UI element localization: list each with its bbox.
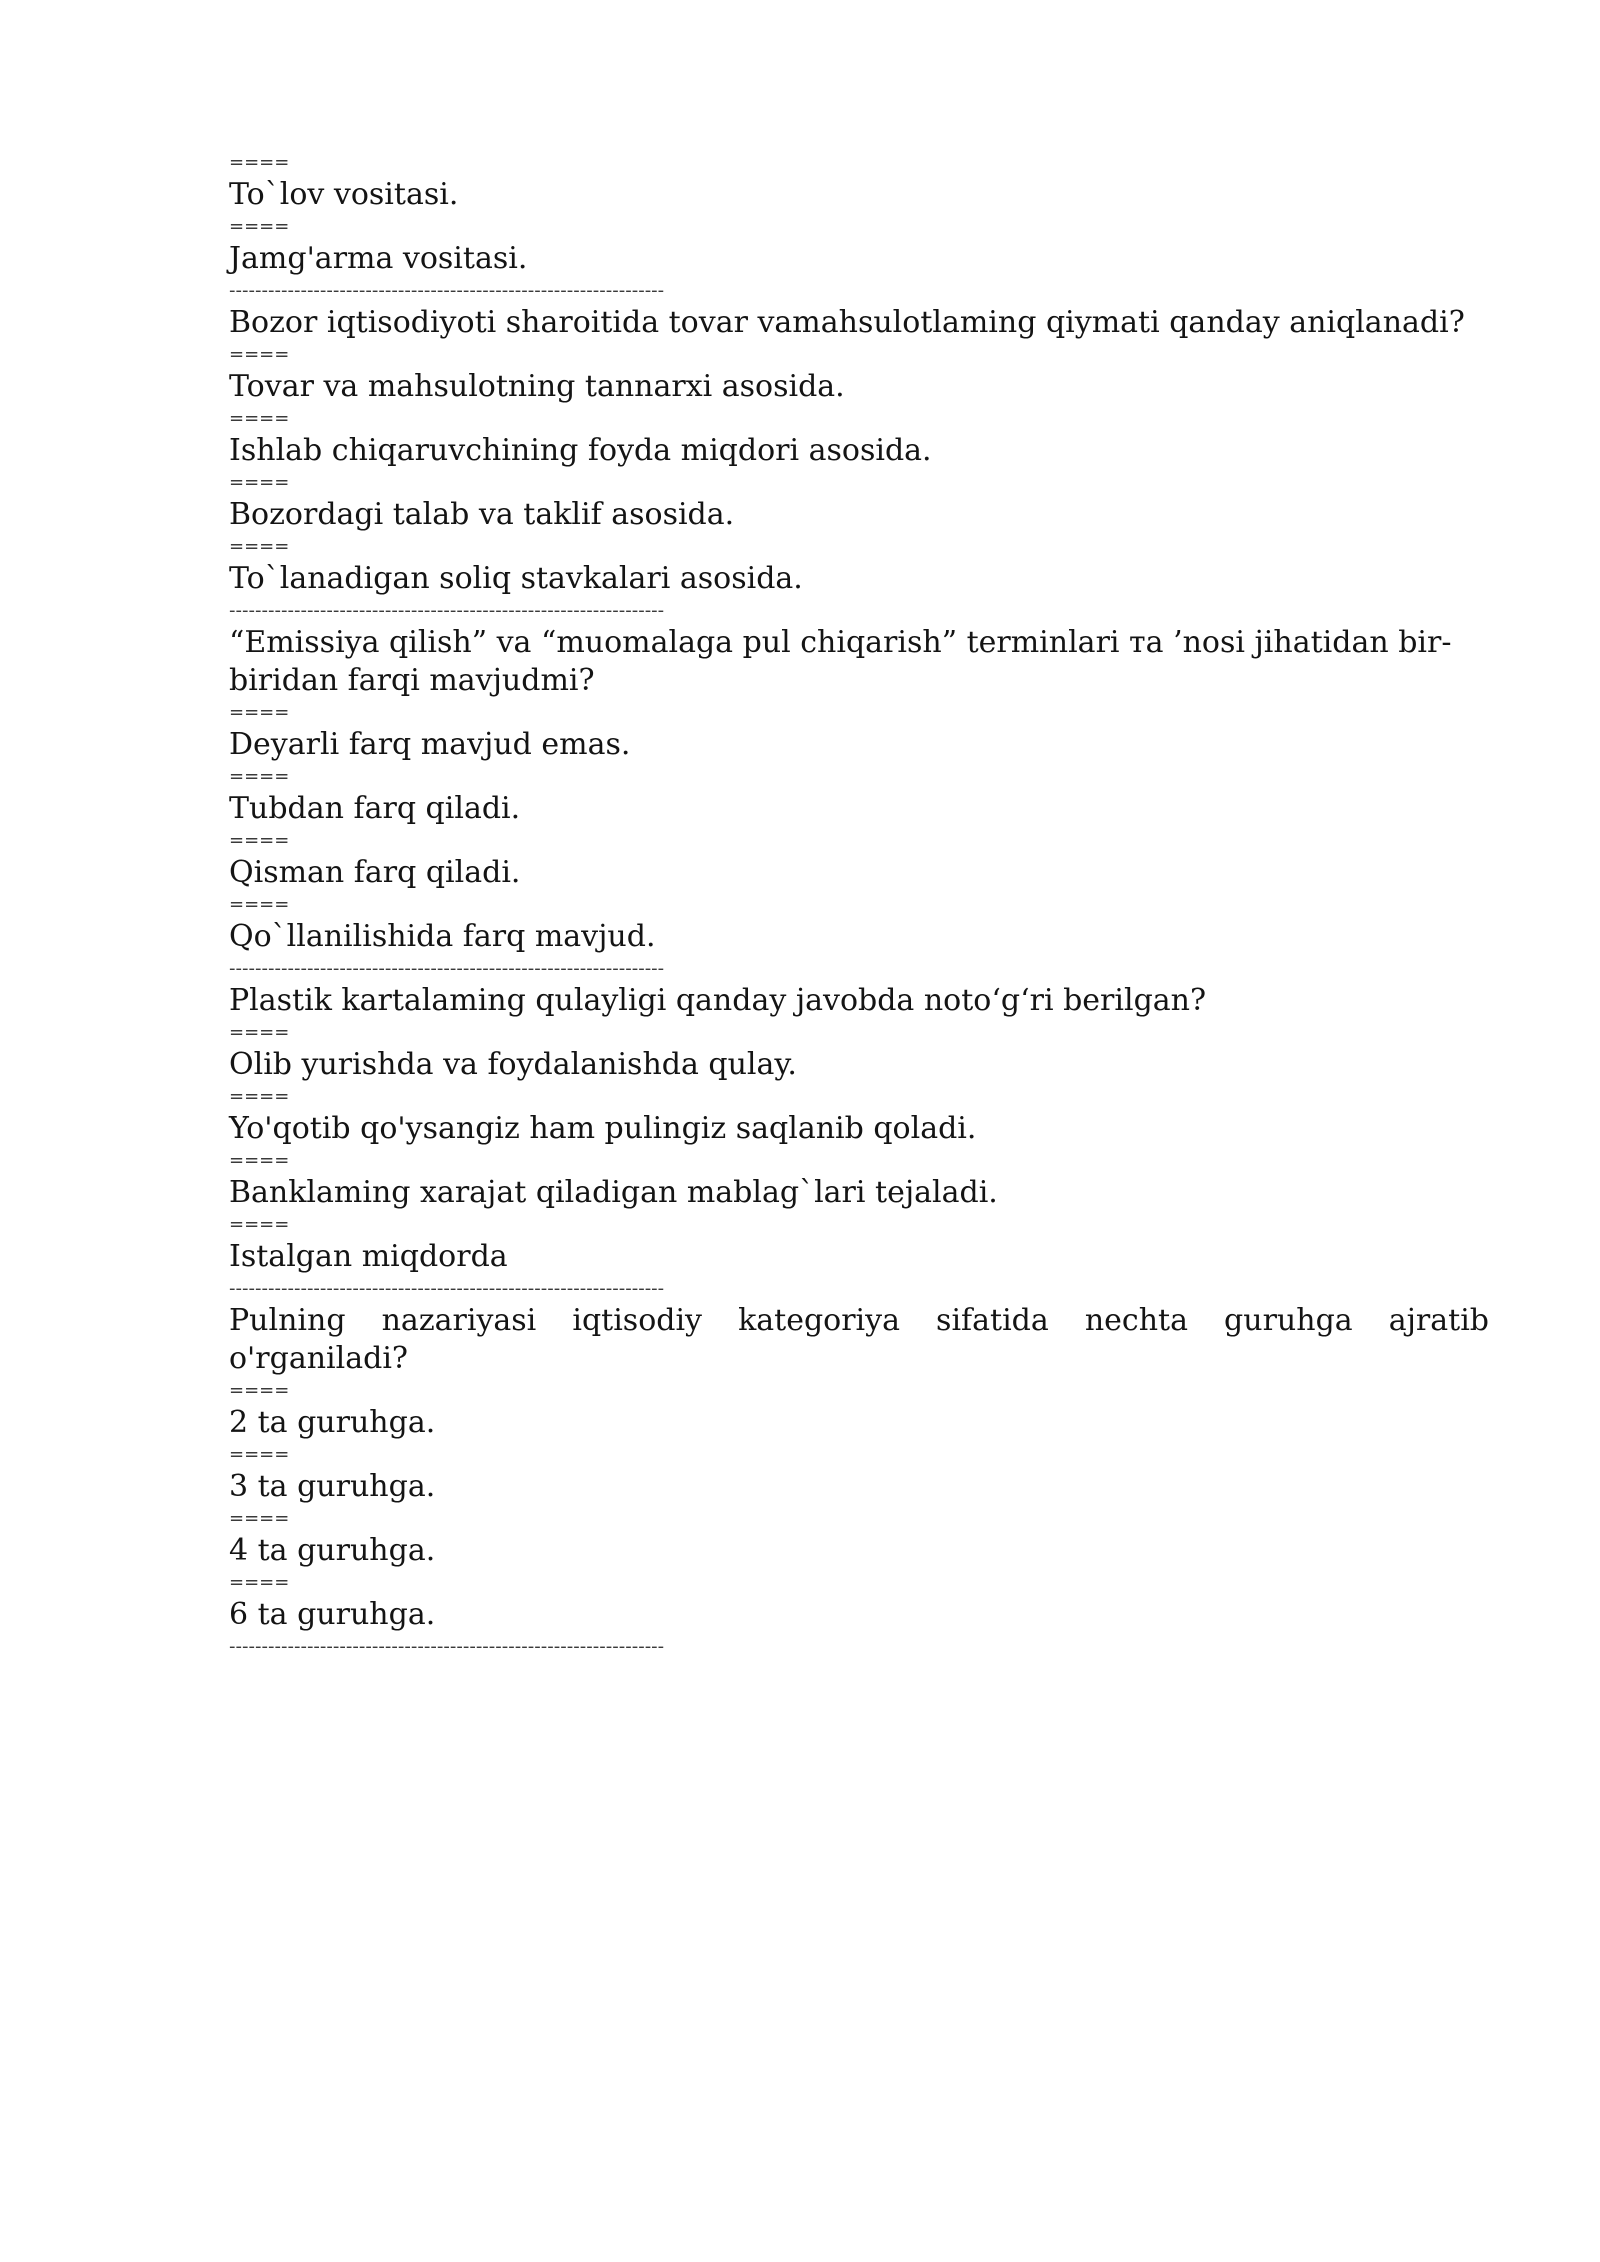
question-divider: ------------------------------------------------------------------- — [229, 600, 665, 621]
question-text: Pulning nazariyasi iqtisodiy kategoriya sifatida nechta guruhga ajratib o'rganiladi? — [229, 1303, 1489, 1376]
option-text: To`lanadigan soliq stavkalari asosida. — [229, 561, 803, 596]
option-separator: ==== — [229, 1086, 290, 1107]
option-separator: ==== — [229, 344, 290, 365]
option-separator: ==== — [229, 152, 290, 173]
option-text: To`lov vositasi. — [229, 177, 459, 212]
option-separator: ==== — [229, 1508, 290, 1529]
option-text: Ishlab chiqaruvchining foyda miqdori asosida. — [229, 433, 932, 468]
question-block — [229, 1302, 1489, 1634]
option-text: 3 ta guruhga. — [229, 1469, 436, 1504]
option-text: Tubdan farq qiladi. — [229, 791, 521, 826]
option-text: Tovar va mahsulotning tannarxi asosida. — [229, 369, 845, 404]
option-separator: ==== — [229, 702, 290, 723]
question-text: Plastik kartalaming qulayligi qanday javobda noto‘g‘ri berilgan? — [229, 983, 1207, 1018]
option-separator: ==== — [229, 1214, 290, 1235]
option-separator: ==== — [229, 830, 290, 851]
question-divider: ------------------------------------------------------------------- — [229, 958, 665, 979]
option-text: Yo'qotib qo'ysangiz ham pulingiz saqlanib qoladi. — [229, 1111, 977, 1146]
option-text: Jamg'arma vositasi. — [229, 241, 528, 276]
option-separator: ==== — [229, 1022, 290, 1043]
option-text: 4 ta guruhga. — [229, 1533, 436, 1568]
question-block — [229, 982, 1489, 1276]
option-text: Istalgan miqdorda — [229, 1239, 508, 1274]
option-separator: ==== — [229, 894, 290, 915]
option-separator: ==== — [229, 536, 290, 557]
option-separator: ==== — [229, 408, 290, 429]
document-page — [229, 150, 1489, 1660]
question-divider: ------------------------------------------------------------------- — [229, 1278, 665, 1299]
option-separator: ==== — [229, 766, 290, 787]
option-separator: ==== — [229, 216, 290, 237]
question-block — [229, 624, 1489, 956]
option-separator: ==== — [229, 472, 290, 493]
question-text: Bozor iqtisodiyoti sharoitida tovar vamahsulotlaming qiymati qanday aniqlanadi? — [229, 305, 1465, 340]
option-text: Bozordagi talab va taklif asosida. — [229, 497, 735, 532]
option-separator: ==== — [229, 1150, 290, 1171]
option-text: Qisman farq qiladi. — [229, 855, 521, 890]
option-separator: ==== — [229, 1444, 290, 1465]
question-divider: ------------------------------------------------------------------- — [229, 280, 665, 301]
question-block — [229, 304, 1489, 598]
option-text: 6 ta guruhga. — [229, 1597, 436, 1632]
option-text: Qo`llanilishida farq mavjud. — [229, 919, 656, 954]
option-text: Deyarli farq mavjud emas. — [229, 727, 631, 762]
option-separator: ==== — [229, 1572, 290, 1593]
option-text: Banklaming xarajat qiladigan mablag`lari tejaladi. — [229, 1175, 998, 1210]
option-text: 2 ta guruhga. — [229, 1405, 436, 1440]
option-separator: ==== — [229, 1380, 290, 1401]
question-divider: ------------------------------------------------------------------- — [229, 1636, 665, 1657]
question-text: “Emissiya qilish” va “muomalaga pul chiqarish” terminlari ᴛa ’nosi jihatidan bir-biridan farqi mavjudmi? — [229, 625, 1452, 698]
option-text: Olib yurishda va foydalanishda qulay. — [229, 1047, 797, 1082]
